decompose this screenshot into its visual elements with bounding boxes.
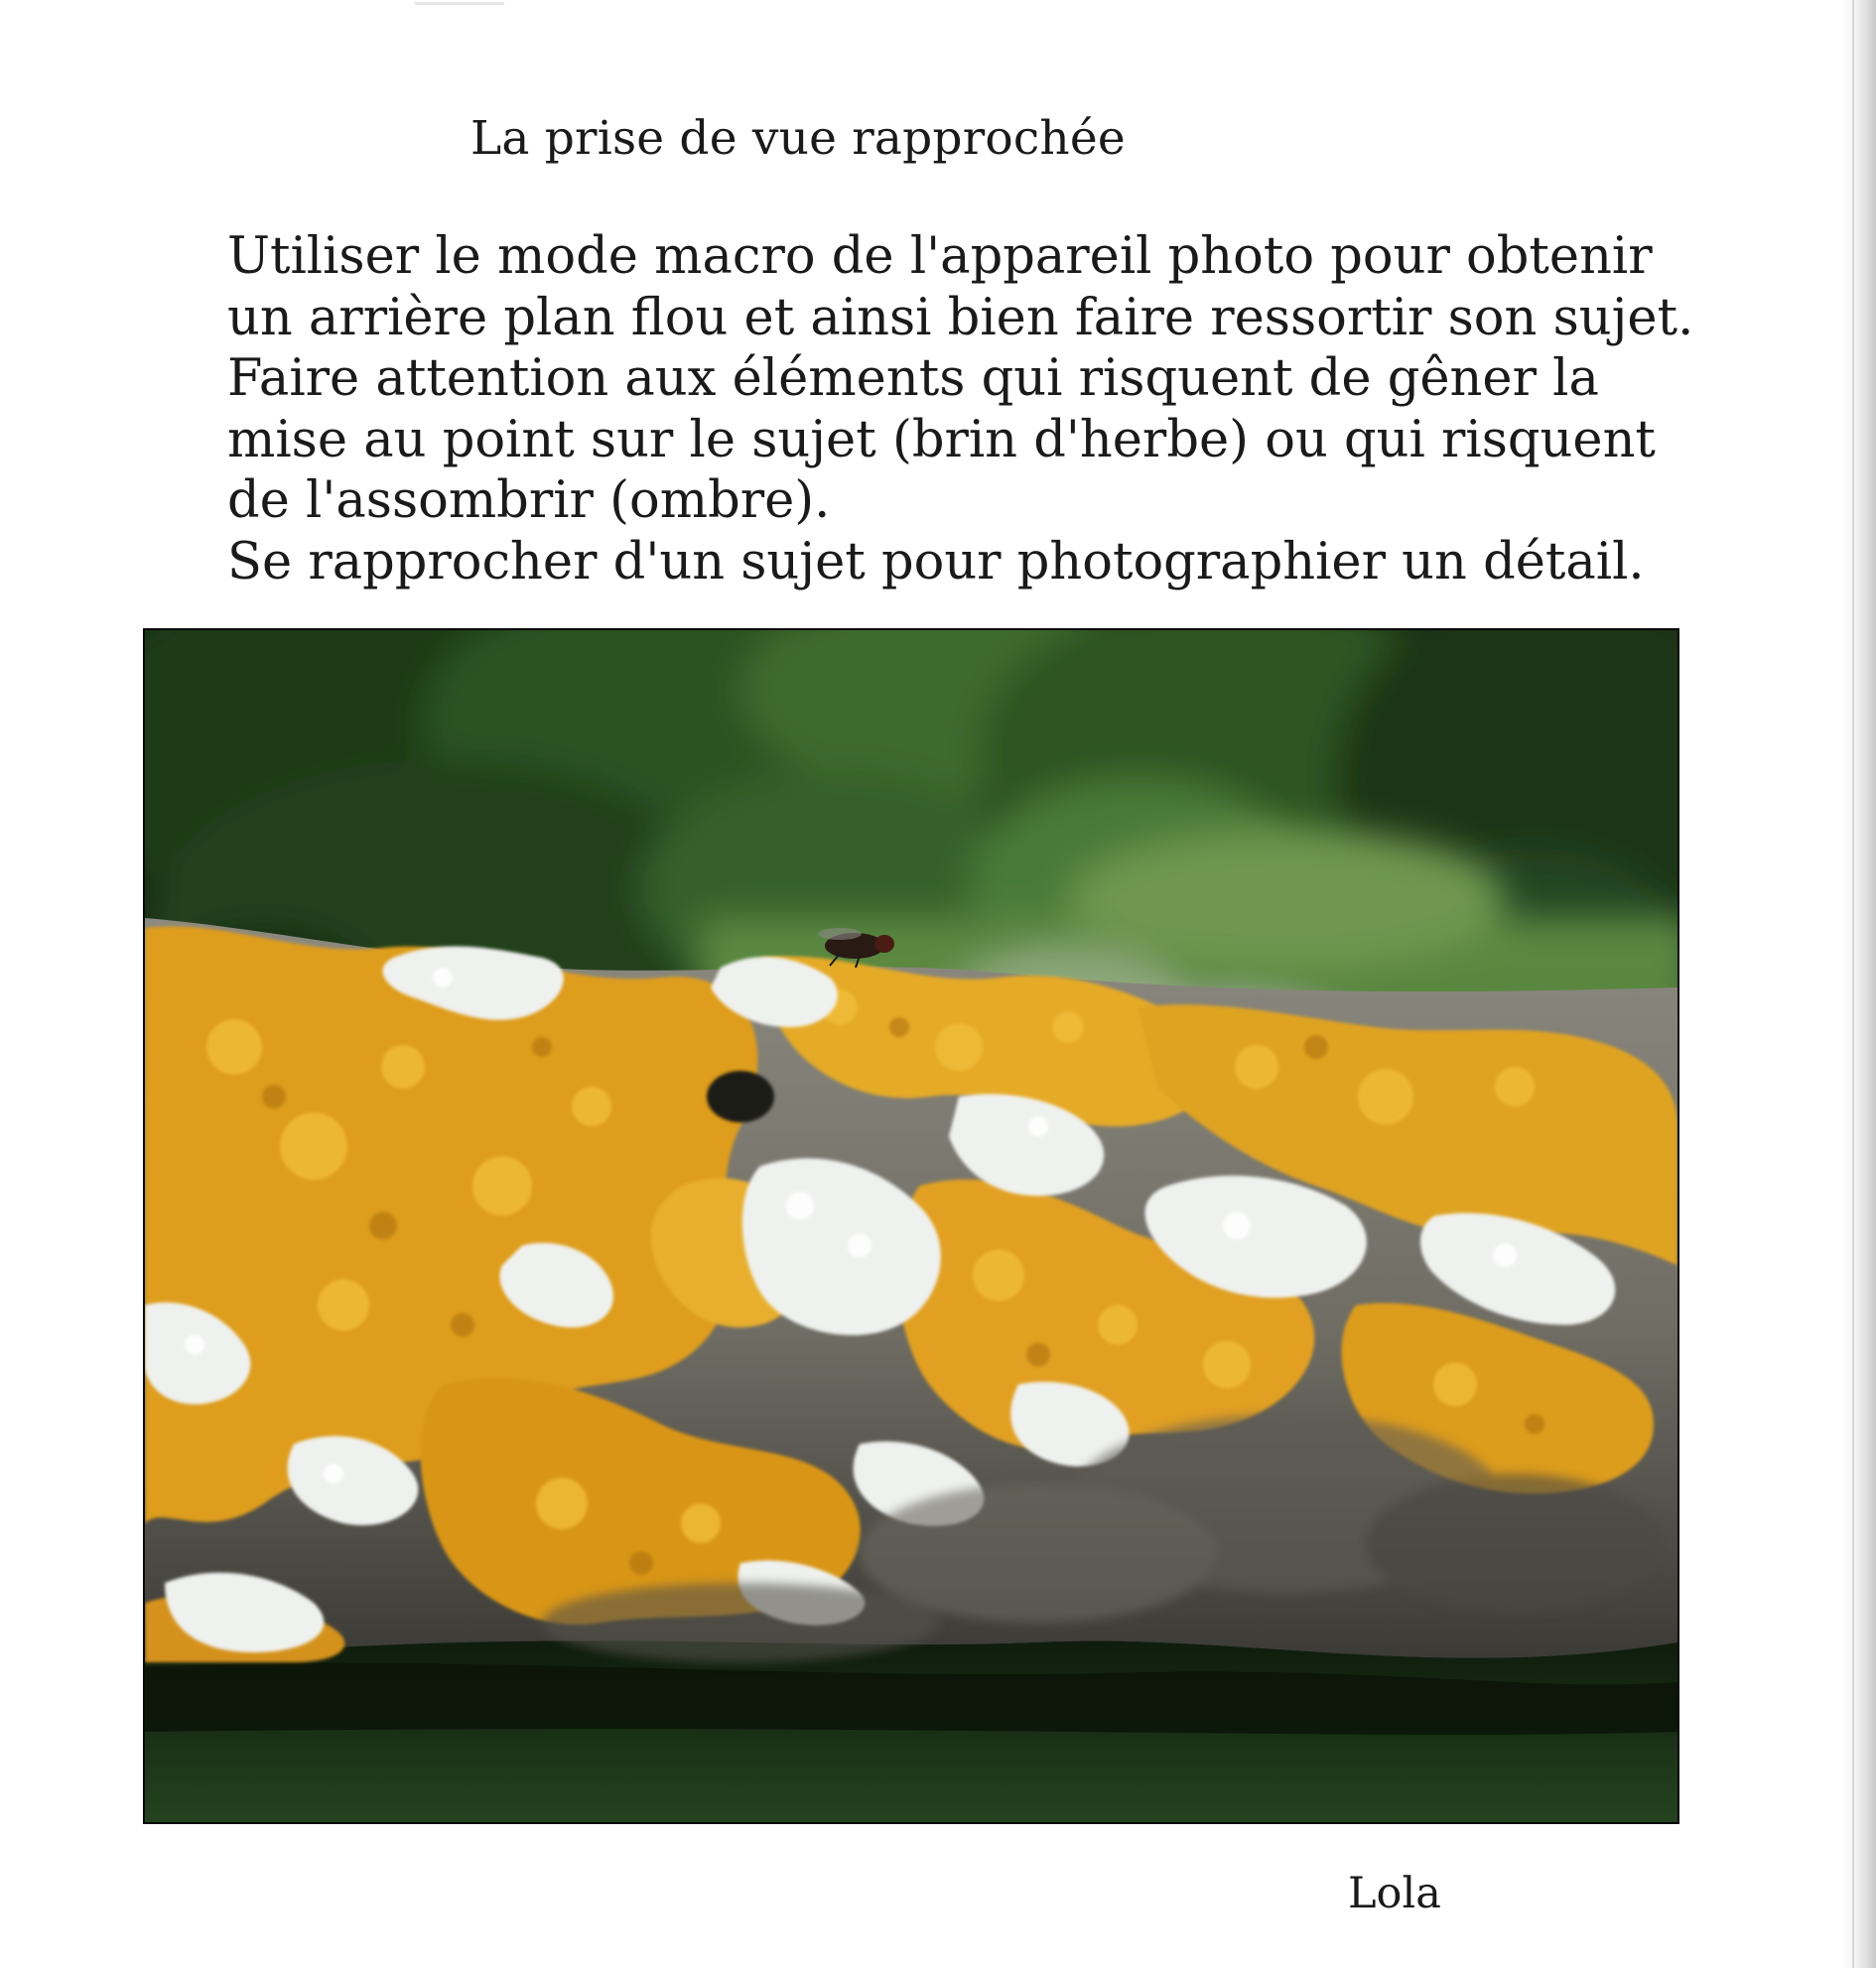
scan-mark [415, 2, 504, 5]
paragraph-line: Faire attention aux éléments qui risquent de gêner la [227, 349, 1599, 408]
paragraph-line: un arrière plan flou et ainsi bien faire ressortir son sujet. [227, 288, 1694, 347]
photo-credit: Lola [1348, 1869, 1441, 1918]
page-edge-line [1852, 0, 1854, 1968]
page-title: La prise de vue rapprochée [470, 111, 1126, 166]
paragraph-line: de l'assombrir (ombre). [227, 471, 831, 530]
paragraph-line: mise au point sur le sujet (brin d'herbe) ou qui risquent [227, 410, 1656, 469]
page-edge-shadow [1842, 0, 1876, 1968]
photo-illustration [145, 630, 1677, 1822]
paragraph-line: Utiliser le mode macro de l'appareil photo pour obtenir [227, 227, 1653, 286]
lichen-macro-photo [143, 628, 1679, 1824]
paragraph-line: Se rapprocher d'un sujet pour photographier un détail. [227, 532, 1645, 591]
body-paragraph [227, 226, 1694, 592]
